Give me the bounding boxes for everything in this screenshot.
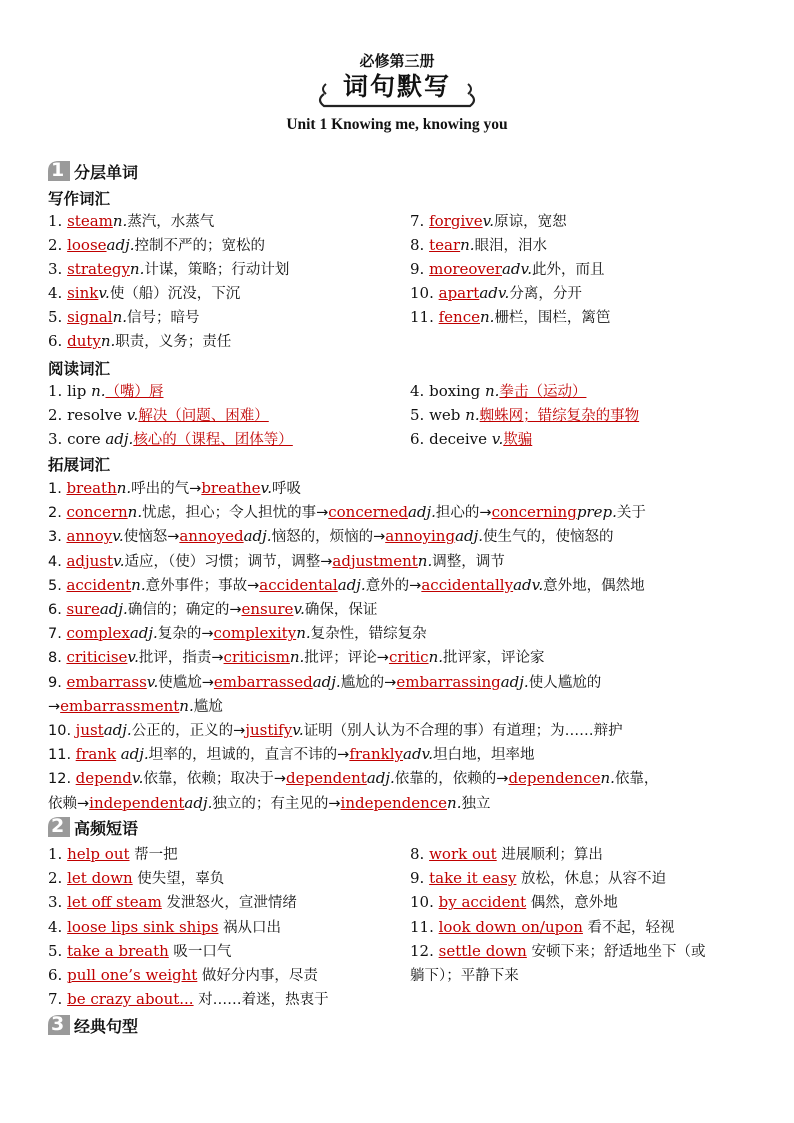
text: 7. xyxy=(48,626,67,643)
text: 使人尴尬的 xyxy=(528,674,602,691)
vocab-item xyxy=(48,210,214,233)
item-number: 4. xyxy=(410,382,430,400)
item-number: 3. xyxy=(48,893,68,912)
extension-line xyxy=(48,767,658,790)
vocab-item xyxy=(48,282,240,305)
answer-word: sink xyxy=(67,284,99,302)
part-of-speech: adj. xyxy=(407,503,436,522)
meaning: 安顿下来；舒适地坐下（或 xyxy=(526,943,706,960)
phrase-item xyxy=(48,867,224,890)
extension-line xyxy=(48,501,646,524)
part-of-speech: adj. xyxy=(455,527,484,546)
item-number: 4. xyxy=(48,284,68,302)
phrase-item xyxy=(48,964,318,987)
meaning: 进展顺利；算出 xyxy=(496,847,603,863)
vocab-item xyxy=(410,306,610,329)
part-of-speech: n. xyxy=(112,308,128,326)
meaning-continued: 躺下）；平静下来 xyxy=(410,968,519,984)
text: 6. xyxy=(48,602,67,618)
answer-word: complexity xyxy=(213,624,297,643)
item-number: 3. xyxy=(48,430,68,448)
meaning: 眼泪，泪水 xyxy=(474,238,548,254)
section-2-header xyxy=(48,816,138,838)
part-of-speech: adv. xyxy=(403,745,434,764)
text: 使尴尬→ xyxy=(158,674,214,691)
vocab-item xyxy=(48,234,265,257)
section-3-header xyxy=(48,1014,138,1036)
section-number-badge: 1 xyxy=(48,161,70,181)
item-number: 1. xyxy=(48,845,68,863)
answer-word: criticism xyxy=(223,648,290,667)
extension-line xyxy=(48,598,377,621)
text: 11. xyxy=(48,747,76,764)
answer-word: depend xyxy=(75,769,132,788)
meaning: 此外，而且 xyxy=(531,262,605,278)
answer-word: embarrass xyxy=(66,672,147,691)
meaning: 信号；暗号 xyxy=(127,310,200,326)
meaning: 分离，分开 xyxy=(509,286,582,302)
answer-word: justify xyxy=(245,721,293,739)
answer-word: annoy xyxy=(66,527,113,546)
meaning: 栅栏，围栏，篱笆 xyxy=(494,310,611,326)
text: 复杂的→ xyxy=(157,626,214,643)
answer-word: frankly xyxy=(349,745,404,764)
part-of-speech: v. xyxy=(293,600,305,618)
answer-word: adjustment xyxy=(332,551,418,570)
text: 呼出的气→ xyxy=(131,481,202,497)
answer-word: duty xyxy=(67,332,101,350)
vocab-item xyxy=(410,404,639,427)
phrase-item xyxy=(410,940,705,963)
part-of-speech: adj. xyxy=(184,793,213,812)
answer-word: moreover xyxy=(429,260,502,278)
answer-word: adjust xyxy=(66,551,114,570)
item-number: 6. xyxy=(48,966,68,984)
word: boxing xyxy=(429,382,486,400)
part-of-speech: v. xyxy=(260,479,272,497)
meaning: 职责，义务；责任 xyxy=(115,334,232,350)
answer-phrase: work out xyxy=(429,845,497,863)
meaning: 计谋，策略；行动计划 xyxy=(144,262,290,278)
extension-line xyxy=(48,477,301,500)
extension-line xyxy=(48,719,623,742)
part-of-speech: v. xyxy=(482,212,495,230)
extension-line xyxy=(48,743,535,766)
phrase-item xyxy=(410,843,603,866)
part-of-speech: v. xyxy=(292,721,304,739)
answer-word: fence xyxy=(438,308,480,326)
section-number-badge: 2 xyxy=(48,817,70,837)
text: 意外的→ xyxy=(365,577,422,594)
text: 8. xyxy=(48,650,67,667)
meaning: 控制不严的；宽松的 xyxy=(134,238,265,254)
answer-word: complex xyxy=(66,624,130,643)
answer-meaning: （嘴）唇 xyxy=(105,384,164,400)
text: 依赖→ xyxy=(48,795,90,812)
extension-vocab-heading: 拓展词汇 xyxy=(48,456,111,474)
answer-word: embarrassment xyxy=(60,696,180,715)
vocab-item xyxy=(410,234,547,257)
word: lip xyxy=(67,382,92,400)
part-of-speech: n. xyxy=(417,551,433,570)
part-of-speech: adv. xyxy=(501,260,532,278)
meaning: 原谅，宽恕 xyxy=(494,214,567,230)
part-of-speech: v. xyxy=(126,406,139,424)
meaning: 祸从口出 xyxy=(218,919,282,936)
meaning: 蒸汽，水蒸气 xyxy=(127,214,215,230)
answer-phrase: by accident xyxy=(438,893,527,912)
item-number: 3. xyxy=(48,260,68,278)
text: 确保，保证 xyxy=(304,602,378,618)
vocab-item xyxy=(48,258,289,281)
answer-word: criticise xyxy=(66,648,128,667)
answer-phrase: let off steam xyxy=(67,893,162,912)
section-title: 经典句型 xyxy=(74,1016,139,1036)
item-number: 2. xyxy=(48,236,68,254)
part-of-speech: n. xyxy=(465,406,480,424)
part-of-speech: adv. xyxy=(479,284,510,302)
part-of-speech: adj. xyxy=(312,672,341,691)
answer-word: concerned xyxy=(328,503,408,522)
answer-word: accidentally xyxy=(421,575,514,594)
extension-line xyxy=(48,550,505,573)
text: 使恼怒→ xyxy=(123,529,180,546)
meaning: 使（船）沉没，下沉 xyxy=(109,286,241,302)
part-of-speech: v. xyxy=(131,769,144,788)
answer-word: annoyed xyxy=(179,527,244,546)
text: 确信的；确定的→ xyxy=(127,602,242,618)
phrase-item xyxy=(48,940,231,963)
item-number: 5. xyxy=(48,941,68,960)
meaning: 偶然，意外地 xyxy=(526,895,618,912)
answer-word: breathe xyxy=(201,479,261,497)
text: 独立的；有主见的→ xyxy=(212,795,341,812)
meaning: 放松，休息；从容不迫 xyxy=(516,871,666,888)
text: 担心的→ xyxy=(435,505,492,522)
item-number: 2. xyxy=(48,406,68,424)
text: 证明（别人认为不合理的事）有道理；为……辩护 xyxy=(303,723,623,739)
item-number: 10. xyxy=(410,284,439,302)
answer-word: critic xyxy=(388,648,429,667)
text: 公正的，正义的→ xyxy=(131,723,246,739)
phrase-item xyxy=(410,867,666,890)
answer-phrase: look down on/upon xyxy=(438,917,583,936)
text: 1. xyxy=(48,481,67,497)
item-number: 9. xyxy=(410,869,430,888)
part-of-speech: v. xyxy=(112,527,124,546)
writing-vocab-heading: 写作词汇 xyxy=(48,190,111,208)
part-of-speech: prep. xyxy=(576,503,617,522)
text: 依靠的，依赖的→ xyxy=(394,771,509,788)
part-of-speech: adj. xyxy=(243,527,272,546)
part-of-speech: n. xyxy=(460,236,475,254)
vocab-item xyxy=(410,210,567,233)
section-title: 高频短语 xyxy=(74,818,139,838)
extension-line xyxy=(48,792,490,815)
vocab-item xyxy=(410,282,582,305)
text: 依靠，依赖；取决于→ xyxy=(143,771,287,788)
answer-word: signal xyxy=(67,308,113,326)
section-number-badge: 3 xyxy=(48,1015,70,1035)
text: 呼吸 xyxy=(271,481,301,497)
item-number: 10. xyxy=(410,893,439,912)
part-of-speech: adj. xyxy=(103,721,132,739)
answer-word: sure xyxy=(66,600,100,618)
text: 使生气的，使恼怒的 xyxy=(483,529,614,546)
part-of-speech: n. xyxy=(485,382,500,400)
part-of-speech: n. xyxy=(91,382,106,400)
text: 复杂性，错综复杂 xyxy=(310,626,427,643)
answer-meaning: 拳击（运动） xyxy=(499,384,587,400)
answer-word: loose xyxy=(67,236,107,254)
phrase-item xyxy=(48,843,178,866)
vocab-item xyxy=(410,428,532,451)
item-number: 7. xyxy=(410,212,430,230)
book-name: 必修第三册 xyxy=(359,52,435,70)
vocab-item xyxy=(48,404,269,427)
item-number: 9. xyxy=(410,260,430,278)
answer-phrase: pull one’s weight xyxy=(67,966,198,984)
part-of-speech: n. xyxy=(179,696,194,715)
text: 坦白地，坦率地 xyxy=(433,747,535,764)
text: 尴尬的→ xyxy=(340,674,397,691)
meaning: 发泄怒火，宣泄情绪 xyxy=(161,895,297,912)
item-number: 2. xyxy=(48,869,68,888)
section-1-header xyxy=(48,160,138,182)
vocab-item xyxy=(48,380,164,403)
part-of-speech: n. xyxy=(428,648,444,667)
answer-word: independence xyxy=(340,793,448,812)
part-of-speech: n. xyxy=(296,624,311,643)
phrase-item xyxy=(48,988,329,1011)
answer-phrase: help out xyxy=(67,845,130,863)
phrase-item xyxy=(410,891,618,914)
vocab-item xyxy=(410,380,586,403)
text: 批评；评论→ xyxy=(304,650,389,667)
answer-word: frank xyxy=(75,745,117,764)
answer-phrase: settle down xyxy=(438,941,527,960)
answer-word: tear xyxy=(429,236,461,254)
phrase-item xyxy=(48,916,281,939)
meaning: 做好分内事，尽责 xyxy=(197,968,318,984)
part-of-speech: v. xyxy=(491,430,504,448)
part-of-speech: n. xyxy=(112,212,128,230)
text: 意外地，偶然地 xyxy=(543,577,645,594)
answer-meaning: 核心的（课程、团体等） xyxy=(133,432,293,448)
extension-line xyxy=(48,525,614,548)
worksheet-title: 词句默写 xyxy=(342,72,451,101)
text: 尴尬 xyxy=(193,698,223,715)
part-of-speech: v. xyxy=(98,284,110,302)
answer-word: dependence xyxy=(508,769,601,788)
part-of-speech: n. xyxy=(600,769,615,788)
answer-word: dependent xyxy=(286,769,367,788)
answer-word: embarrassing xyxy=(396,672,501,691)
text: 独立 xyxy=(461,795,491,812)
part-of-speech: v. xyxy=(127,648,139,667)
text: 意外事件；事故→ xyxy=(145,577,260,594)
extension-line xyxy=(48,574,645,597)
part-of-speech: adj. xyxy=(106,236,135,254)
phrase-item-continued xyxy=(410,964,519,987)
answer-word: breath xyxy=(66,479,117,497)
text: 5. xyxy=(48,577,67,594)
part-of-speech: adj. xyxy=(99,600,128,618)
answer-word: independent xyxy=(89,793,185,812)
item-number: 6. xyxy=(48,332,68,350)
text: 批评家，评论家 xyxy=(443,650,545,667)
reading-vocab-heading: 阅读词汇 xyxy=(48,360,111,378)
extension-line xyxy=(48,671,601,694)
answer-meaning: 欺骗 xyxy=(503,432,533,448)
answer-meaning: 蜘蛛网；错综复杂的事物 xyxy=(479,408,640,424)
item-number: 8. xyxy=(410,236,430,254)
part-of-speech: adj. xyxy=(366,769,395,788)
answer-word: just xyxy=(75,721,104,739)
item-number: 11. xyxy=(410,917,439,936)
text: 恼怒的，烦恼的→ xyxy=(271,529,386,546)
vocab-item xyxy=(48,428,293,451)
answer-phrase: let down xyxy=(67,869,133,888)
text: 适应，（使）习惯；调节，调整→ xyxy=(124,553,333,570)
text: 调整，调节 xyxy=(432,553,505,570)
text: 10. xyxy=(48,723,76,739)
extension-line xyxy=(48,622,427,645)
answer-word: accidental xyxy=(259,575,338,594)
phrase-item xyxy=(48,891,297,914)
part-of-speech: n. xyxy=(116,479,132,497)
answer-phrase: take a breath xyxy=(67,941,169,960)
answer-word: concerning xyxy=(491,503,577,522)
meaning: 对……着迷，热衷于 xyxy=(193,992,329,1009)
text: 3. xyxy=(48,529,67,546)
item-number: 5. xyxy=(410,406,430,424)
answer-word: ensure xyxy=(241,600,294,618)
word: resolve xyxy=(67,406,127,424)
answer-phrase: take it easy xyxy=(429,869,517,888)
text: 关于 xyxy=(616,505,646,522)
phrase-item xyxy=(410,916,675,939)
item-number: 6. xyxy=(410,430,430,448)
text: 9. xyxy=(48,674,67,691)
item-number: 8. xyxy=(410,845,430,863)
vocab-item xyxy=(48,330,231,353)
meaning: 帮一把 xyxy=(129,847,178,863)
part-of-speech: n. xyxy=(289,648,305,667)
part-of-speech: n. xyxy=(131,575,146,594)
answer-phrase: be crazy about... xyxy=(67,990,194,1009)
item-number: 1. xyxy=(48,382,68,400)
item-number: 7. xyxy=(48,990,68,1009)
answer-word: accident xyxy=(66,575,132,594)
text: 忧虑，担心；令人担忧的事→ xyxy=(142,505,329,522)
unit-title: Unit 1 Knowing me, knowing you xyxy=(286,116,508,133)
word: web xyxy=(429,406,466,424)
answer-word: embarrassed xyxy=(213,672,313,691)
part-of-speech: n. xyxy=(129,260,145,278)
part-of-speech: n. xyxy=(480,308,495,326)
text: → xyxy=(48,698,61,715)
part-of-speech: adj. xyxy=(500,672,529,691)
item-number: 4. xyxy=(48,917,68,936)
vocab-item xyxy=(48,306,200,329)
meaning: 看不起，轻视 xyxy=(582,919,675,936)
text: 批评，指责→ xyxy=(138,650,224,667)
item-number: 5. xyxy=(48,308,68,326)
item-number: 11. xyxy=(410,308,439,326)
answer-word: apart xyxy=(438,284,480,302)
part-of-speech: adv. xyxy=(513,575,544,594)
answer-phrase: loose lips sink ships xyxy=(67,917,219,936)
word: core xyxy=(67,430,106,448)
item-number: 12. xyxy=(410,941,439,960)
section-title: 分层单词 xyxy=(74,162,139,182)
answer-word: forgive xyxy=(429,212,483,230)
text: 4. xyxy=(48,553,67,570)
part-of-speech: v. xyxy=(113,551,125,570)
extension-line xyxy=(48,695,223,718)
meaning: 使失望，辜负 xyxy=(132,871,225,888)
part-of-speech: adj. xyxy=(105,430,134,448)
text: 依靠， xyxy=(614,771,659,788)
part-of-speech: adj. xyxy=(337,575,366,594)
part-of-speech: n. xyxy=(447,793,462,812)
answer-meaning: 解决（问题、困难） xyxy=(138,408,269,424)
word: deceive xyxy=(429,430,492,448)
part-of-speech: adj. xyxy=(120,745,149,764)
part-of-speech: n. xyxy=(127,503,143,522)
part-of-speech: v. xyxy=(146,672,159,691)
meaning: 吸一口气 xyxy=(168,943,232,960)
extension-line xyxy=(48,646,545,669)
part-of-speech: adj. xyxy=(129,624,158,643)
vocab-item xyxy=(410,258,604,281)
part-of-speech: n. xyxy=(100,332,116,350)
answer-word: annoying xyxy=(385,527,456,546)
answer-word: steam xyxy=(67,212,113,230)
text: 坦率的，坦诚的，直言不讳的→ xyxy=(148,747,350,764)
item-number: 1. xyxy=(48,212,68,230)
answer-word: concern xyxy=(66,503,128,522)
answer-word: strategy xyxy=(67,260,130,278)
text: 2. xyxy=(48,505,67,522)
text: 12. xyxy=(48,771,76,788)
